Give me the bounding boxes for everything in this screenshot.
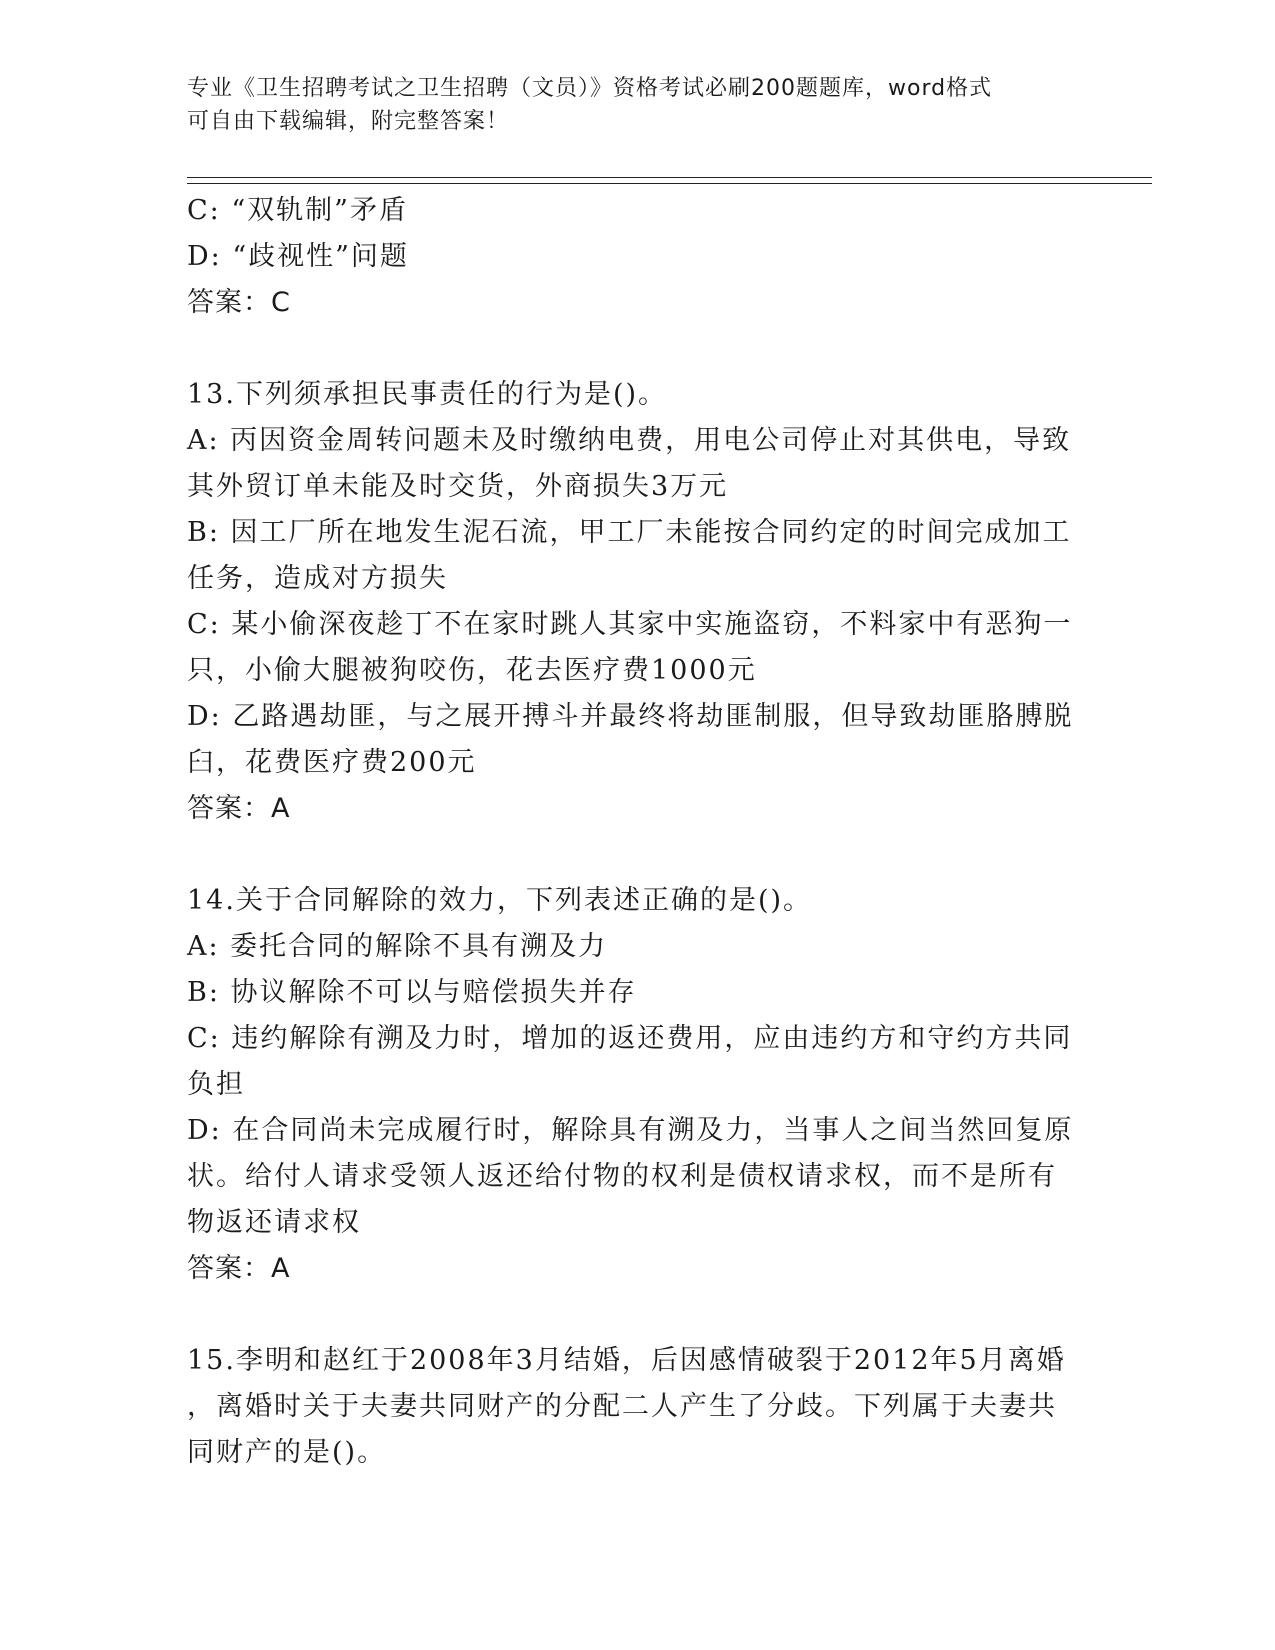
question-14-option-c-cont: 负担 xyxy=(187,1069,245,1100)
question-13-option-c: C: 某小偷深夜趁丁不在家时跳人其家中实施盗窃，不料家中有恶狗一 xyxy=(187,609,1073,640)
question-13-stem: 13.下列须承担民事责任的行为是()。 xyxy=(187,379,668,410)
question-13-option-c-cont: 只，小偷大腿被狗咬伤，花去医疗费1000元 xyxy=(187,655,757,686)
document-header xyxy=(187,72,1067,138)
question-13-answer: 答案：A xyxy=(187,793,291,824)
question-14-option-d-cont: 状。给付人请求受领人返还给付物的权利是债权请求权，而不是所有 xyxy=(187,1161,1057,1192)
question-14-option-d: D: 在合同尚未完成履行时，解除具有溯及力，当事人之间当然回复原 xyxy=(187,1115,1074,1146)
question-13-option-d: D: 乙路遇劫匪，与之展开搏斗并最终将劫匪制服，但导致劫匪胳膊脱 xyxy=(187,701,1074,732)
spacer xyxy=(187,1292,1077,1338)
question-13-option-a-cont: 其外贸订单未能及时交货，外商损失3万元 xyxy=(187,471,729,502)
question-14-option-c: C: 违约解除有溯及力时，增加的返还费用，应由违约方和守约方共同 xyxy=(187,1023,1073,1054)
question-14-option-b: B: 协议解除不可以与赔偿损失并存 xyxy=(187,977,637,1008)
header-divider xyxy=(187,177,1152,184)
question-15-stem: 15.李明和赵红于2008年3月结婚，后因感情破裂于2012年5月离婚 xyxy=(187,1345,1066,1376)
question-14-option-d-cont-2: 物返还请求权 xyxy=(187,1207,361,1238)
question-13-option-d-cont: 臼，花费医疗费200元 xyxy=(187,747,477,778)
question-14-option-a: A: 委托合同的解除不具有溯及力 xyxy=(187,931,608,962)
answer: 答案：C xyxy=(187,287,291,318)
question-13-option-b: B: 因工厂所在地发生泥石流，甲工厂未能按合同约定的时间完成加工 xyxy=(187,517,1072,548)
option-d: D: “歧视性”问题 xyxy=(187,241,409,272)
option-c: C: “双轨制”矛盾 xyxy=(187,195,408,226)
spacer xyxy=(187,326,1077,372)
question-15-stem-cont-2: 同财产的是()。 xyxy=(187,1437,387,1468)
question-13-option-a: A: 丙因资金周转问题未及时缴纳电费，用电公司停止对其供电，导致 xyxy=(187,425,1072,456)
question-14-stem: 14.关于合同解除的效力，下列表述正确的是()。 xyxy=(187,885,813,916)
question-13-option-b-cont: 任务，造成对方损失 xyxy=(187,563,448,594)
document-body xyxy=(187,188,1077,1476)
question-14-answer: 答案：A xyxy=(187,1253,291,1284)
question-15-stem-cont: ，离婚时关于夫妻共同财产的分配二人产生了分歧。下列属于夫妻共 xyxy=(187,1391,1057,1422)
spacer xyxy=(187,832,1077,878)
header-line-1: 专业《卫生招聘考试之卫生招聘（文员）》资格考试必刷200题题库，word格式 xyxy=(187,76,993,101)
header-line-2: 可自由下载编辑，附完整答案！ xyxy=(187,109,510,134)
